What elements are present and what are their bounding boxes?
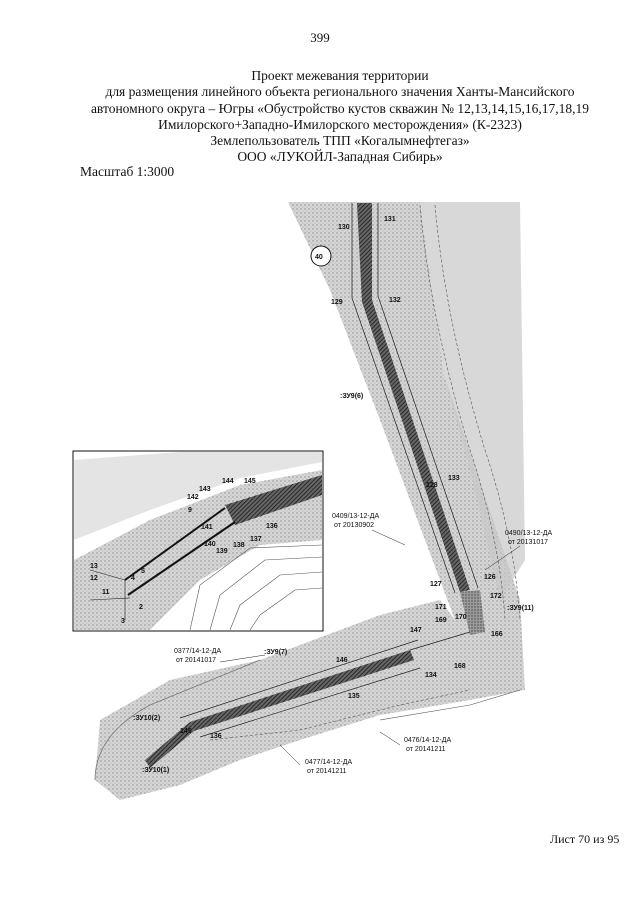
point-label: 147	[410, 627, 422, 634]
permit-number: 0377/14-12-ДА	[174, 648, 222, 655]
title-line: Землепользователь ТПП «Когалымнефтегаз»	[210, 133, 470, 149]
inset-point-label: 13	[90, 563, 98, 570]
title-line: Имилорского+Западно-Имилорского месторождения» (К-2323)	[158, 116, 522, 132]
point-label: 172	[490, 593, 502, 600]
inset-point-label: 143	[199, 486, 211, 493]
point-label: 136	[210, 733, 222, 740]
parcel-label: :ЗУ9(6)	[340, 393, 364, 400]
point-label: 170	[455, 614, 467, 621]
title-line: автономного округа – Югры «Обустройство кустов скважин № 12,13,14,15,16,17,18,19	[90, 100, 590, 116]
sheet-footer	[550, 832, 622, 847]
parcel-label: :ЗУ10(1)	[142, 767, 170, 774]
permit-date: от 20141211	[406, 746, 446, 753]
inset-point-label: 5	[141, 568, 145, 575]
inset-point-label: 3	[121, 618, 125, 625]
permit-number: 0477/14-12-ДА	[305, 759, 353, 766]
point-label: 128	[426, 482, 438, 489]
parcel-label: :ЗУ9(11)	[507, 605, 534, 612]
permit-number: 0409/13-12-ДА	[332, 513, 380, 520]
permit-date: от 20141017	[176, 657, 217, 664]
sheet-label: Лист	[550, 832, 576, 846]
permit-number: 0476/14-12-ДА	[404, 737, 452, 744]
permit-date: от 20131017	[508, 539, 549, 546]
inset-point-label: 144	[222, 478, 234, 485]
parcel-label: :ЗУ10(2)	[133, 715, 161, 722]
inset-point-label: 145	[244, 478, 256, 485]
inset-point-label: 136	[266, 523, 278, 530]
point-label: 168	[454, 663, 466, 670]
point-label: 127	[430, 581, 442, 588]
title-line: для размещения линейного объекта регионального значения Ханты-Мансийского	[105, 84, 575, 100]
leader-line	[280, 745, 300, 765]
point-label: 169	[435, 617, 447, 624]
title-line: Проект межевания территории	[251, 68, 429, 83]
inset-point-label: 11	[102, 589, 110, 596]
permit-date: от 20141211	[307, 768, 347, 775]
well-pad-label: 40	[315, 254, 323, 261]
leader-line	[380, 732, 400, 745]
scale-label: Масштаб 1:3000	[80, 164, 175, 179]
point-label: 135	[348, 693, 360, 700]
sheet-number: 70	[578, 832, 591, 846]
point-label: 131	[384, 216, 396, 223]
inset-point-label: 2	[139, 604, 143, 611]
point-label: 133	[448, 475, 460, 482]
title-line: ООО «ЛУКОЙЛ-Западная Сибирь»	[237, 149, 443, 165]
parcel-label: :ЗУ9(7)	[264, 649, 288, 656]
inset-point-label: 142	[187, 494, 199, 501]
point-label: 171	[435, 604, 447, 611]
inset-point-label: 138	[233, 542, 245, 549]
page-number: 399	[310, 30, 330, 45]
leader-line	[372, 530, 405, 545]
inset-point-label: 139	[216, 548, 228, 555]
inset-point-label: 9	[188, 507, 192, 514]
inset-point-label: 4	[131, 575, 135, 582]
point-label: 134	[425, 672, 437, 679]
inset-point-label: 137	[250, 536, 262, 543]
point-label: 166	[491, 631, 503, 638]
sheet-of: из	[593, 832, 605, 846]
sheet-total: 95	[607, 832, 620, 846]
permit-number: 0490/13-12-ДА	[505, 530, 553, 537]
point-label: 132	[389, 297, 401, 304]
point-label: 130	[338, 224, 350, 231]
permit-date: от 20130902	[334, 522, 375, 529]
point-label: 126	[484, 574, 496, 581]
inset-point-label: 141	[201, 524, 213, 531]
inset-point-label: 12	[90, 575, 98, 582]
inset-point-label: 140	[204, 541, 216, 548]
point-label: 145	[180, 728, 192, 735]
point-label: 146	[336, 657, 348, 664]
point-label: 129	[331, 299, 343, 306]
